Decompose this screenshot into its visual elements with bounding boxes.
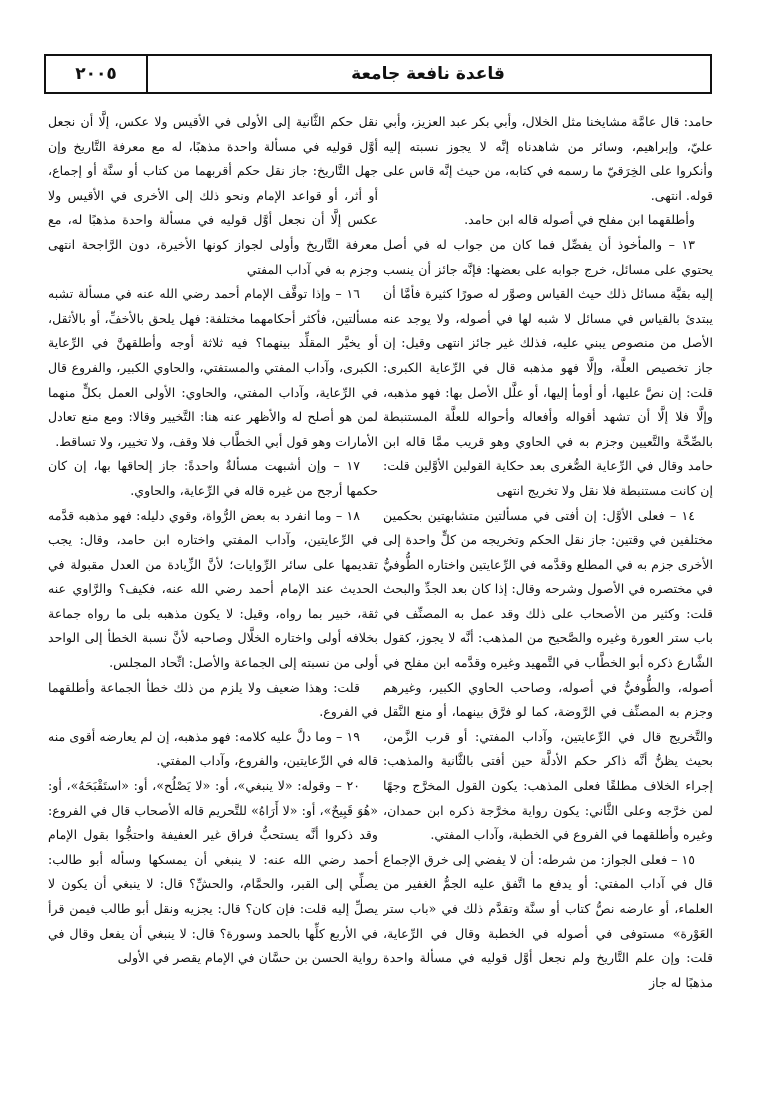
page-number: ٢٠٠٥ [75, 64, 117, 84]
paragraph: ١٦ – وإذا توقَّف الإمام أحمد رضي الله عنه في مسألة تشبه مسألتين، فأكثر أحكامهما مختلفة: فهل يلحق بالأخفِّ، أو بالأثقل، أو يخيَّر المقلِّد بينهما؟ فيه ثلاثة أوجه وأطلقهنَّ في الرِّعاية الكبرى، وآداب المفتي والمستفتي، والحاوي الكبير، والفروع قال في الرِّعاية، وآداب المفتي، والحاوي: الأولى العمل بكلٍّ منهما لمن هو أصلح له والأظهر عنه هنا: التَّخيير وقالا: ومع منع تعادل الأمارات وهو قول أبي الخطَّاب فلا وقف، ولا تخيير، ولا تساقط. [48, 286, 378, 449]
paragraph: حامد: قال عامَّة مشايخنا مثل الخلال، وأبي بكر عبد العزيز، وأبي عليّ، وإبراهيم، وسائر من شاهدناه إنَّه لا يجوز نسبته إليه وأنكروا على الخِرَقيّ ما رسمه في كتابه، من حيث إنَّه قاس على قوله. انتهى. [383, 114, 713, 203]
paragraph: ١٣ – والمأخوذ أن يفصِّل فما كان من جواب له في أصل يحتوي على مسائل، خرج جوابه على بعضها: فإنَّه جائز أن ينسب إليه بقيَّة مسائل ذلك حيث القياس وصوَّر له صورًا كثيرة فأمَّا أن يبتدئ بالقياس في مسائل لا شبه لها في أصوله، ولا يوجد عنه الأصل من منصوص يبني عليه، فذلك غير جائز انتهى وقيل: إن جاز تخصيص العلَّة، وإلَّا فهو مذهبه قال في الرِّعاية الكبرى: قلت: إن نصَّ عليها، أو أومأ إليها، أو علَّل الأصل بها: فهو مذهبه، وإلَّا فلا إلَّا أن تشهد أقواله وأفعاله وأحواله للعلَّة المستنبطة بالصِّحَّة والتَّعيين وجزم به في الحاوي وهو قريب ممَّا قاله ابن حامد وقال في الرِّعاية الصُّغرى بعد حكاية القولين الأوَّلين قلت: إن كانت مستنبطة فلا نقل ولا تخريج انتهى [383, 236, 713, 498]
paragraph: ١٥ – فعلى الجواز: من شرطه: أن لا يفضي إلى خرق الإجماع قال في آداب المفتي: أو يدفع ما اتَّفق عليه الجمُّ الغفير من العلماء، أو عارضه نصُّ كتاب أو سنَّة وتقدَّم ذلك في «باب ستر العَوْرة» مستوفى في أصوله في الخطبة وقال في الرِّعاية، قلت: وإن علم التَّاريخ ولم نجعل أوَّل قوليه في مسألة واحدة مذهبًا له جاز [383, 851, 713, 990]
paragraph: قلت: وهذا ضعيف ولا يلزم من ذلك خطأ الجماعة وأطلقهما في الفروع. [48, 679, 378, 720]
right-text-column [383, 110, 713, 1085]
paragraph: وأطلقهما ابن مفلح في أصوله قاله ابن حامد. [464, 212, 695, 228]
paragraph: ١٧ – وإن أشبهت مسألةٌ واحدةً: جاز إلحاقها بها، إن كان حكمها أرجح من غيره قاله في الرِّعاية، والحاوي. [48, 458, 378, 498]
paragraph: ٢٠ – وقوله: «لا ينبغي»، أو: «لا يَصْلُح»، أو: «استَقْبَحَهُ»، أو: «هُوَ قَبِيحٌ»، أو: «لا أَرَاهُ» للتَّحريم قاله الأصحاب قال في الفروع: وقد ذكروا أنَّه يستحبُّ فراق غير العفيفة واحتجُّوا بقول الإمام أحمد رضي الله عنه: لا ينبغي أن يمسكها وسأله أبو طالب: يصلِّي إلى القبر، والحمَّام، والحشِّ؟ قال: لا ينبغي أن يكون لا يصلِّ إليه قلت: فإن كان؟ قال: يجزيه ونقل أبو طالب فيمن قرأ في الأربع كلِّها بالحمد وسورة؟ قال: لا ينبغي أن يفعل وقال في رواية الحسن بن حسَّان في الإمام يقصر في الأولى [48, 778, 378, 966]
header-title: قاعدة نافعة جامعة [351, 64, 505, 84]
running-header [44, 54, 712, 94]
left-text-column [48, 110, 378, 1085]
header-divider [146, 56, 148, 92]
paragraph: نقل حكم الثَّانية إلى الأولى في الأقيس ولا عكس، إلَّا أن نجعل أوَّل قوليه في مسألة واحدة مذهبًا، له مع معرفة التَّاريخ وإن جهل التَّاريخ: جاز نقل حكم أقربهما من كتاب أو سنَّة أو إجماع، أو أثر، أو قواعد الإمام ونحو ذلك إلى الأخرى في الأقيس ولا عكس إلَّا أن نجعل أوَّل قوليه في مسألة واحدة مذهبًا له، مع معرفة التَّاريخ وأولى لجواز كونها الأخيرة، دون الرَّاجحة انتهى وجزم به في آداب المفتي [48, 114, 378, 277]
paragraph: ١٤ – فعلى الأوَّل: إن أفتى في مسألتين متشابهتين بحكمين مختلفين في وقتين: جاز نقل الحكم وتخريجه من كلٍّ واحدة إلى الأخرى جزم به في المطلع وقدَّمه في الرِّعايتين واختاره الطُّوفيُّ في مختصره في الأصول وشرحه وقال: إذا كان بعد الجدِّ والبحث قلت: وكثير من الأصحاب على ذلك وقد عمل به المصنِّف في باب ستر العورة وغيره والصَّحيح من المذهب: أنَّه لا يجوز، كقول الشَّارع ذكره أبو الخطَّاب في التَّمهيد وغيره وقدَّمه ابن مفلح في أصوله، والطُّوفيُّ في أصوله، وصاحب الحاوي الكبير، وغيرهم وجزم به المصنِّف في الرَّوضة، كما لو فرَّق بينهما، أو منع النَّقل والتَّخريج قال في الرِّعايتين، وآداب المفتي: أو قرب الزَّمن، بحيث يظنُّ أنَّه ذاكر حكم الأدلَّة حين أفتى بالثَّانية والمذهب: إجراء الخلاف مطلقًا فعلى المذهب: يكون القول المخرَّج وجهًا لمن خرَّجه وعلى الثَّاني: يكون رواية مخرَّجة ذكره ابن حمدان، وغيره وأطلقهما في الفروع في الخطبة، وآداب المفتي. [383, 507, 713, 843]
paragraph: ١٨ – وما انفرد به بعض الرُّواة، وقوي دليله: فهو مذهبه قدَّمه في الرِّعايتين، وآداب المفتي واختاره ابن حامد، وقال: يجب تقديمها على سائر الرِّوايات؛ لأنَّ الزِّيادة من العدل مقبولة في الحديث عند الإمام أحمد رضي الله عنه، فكيف؟ والرَّاوي عنه ثقة، خبير بما رواه، وقيل: لا يكون مذهبه بلى ما رواه جماعة بخلافه أولى واختاره الخلَّال وصاحبه لأنَّ نسبة الخطأ إلى الواحد أولى من نسبته إلى الجماعة والأصل: اتِّحاد المجلس. [48, 507, 378, 671]
paragraph: ١٩ – وما دلَّ عليه كلامه: فهو مذهبه، إن لم يعارضه أقوى منه قاله في الرِّعايتين، والفروع، وآداب المفتي. [48, 728, 378, 769]
